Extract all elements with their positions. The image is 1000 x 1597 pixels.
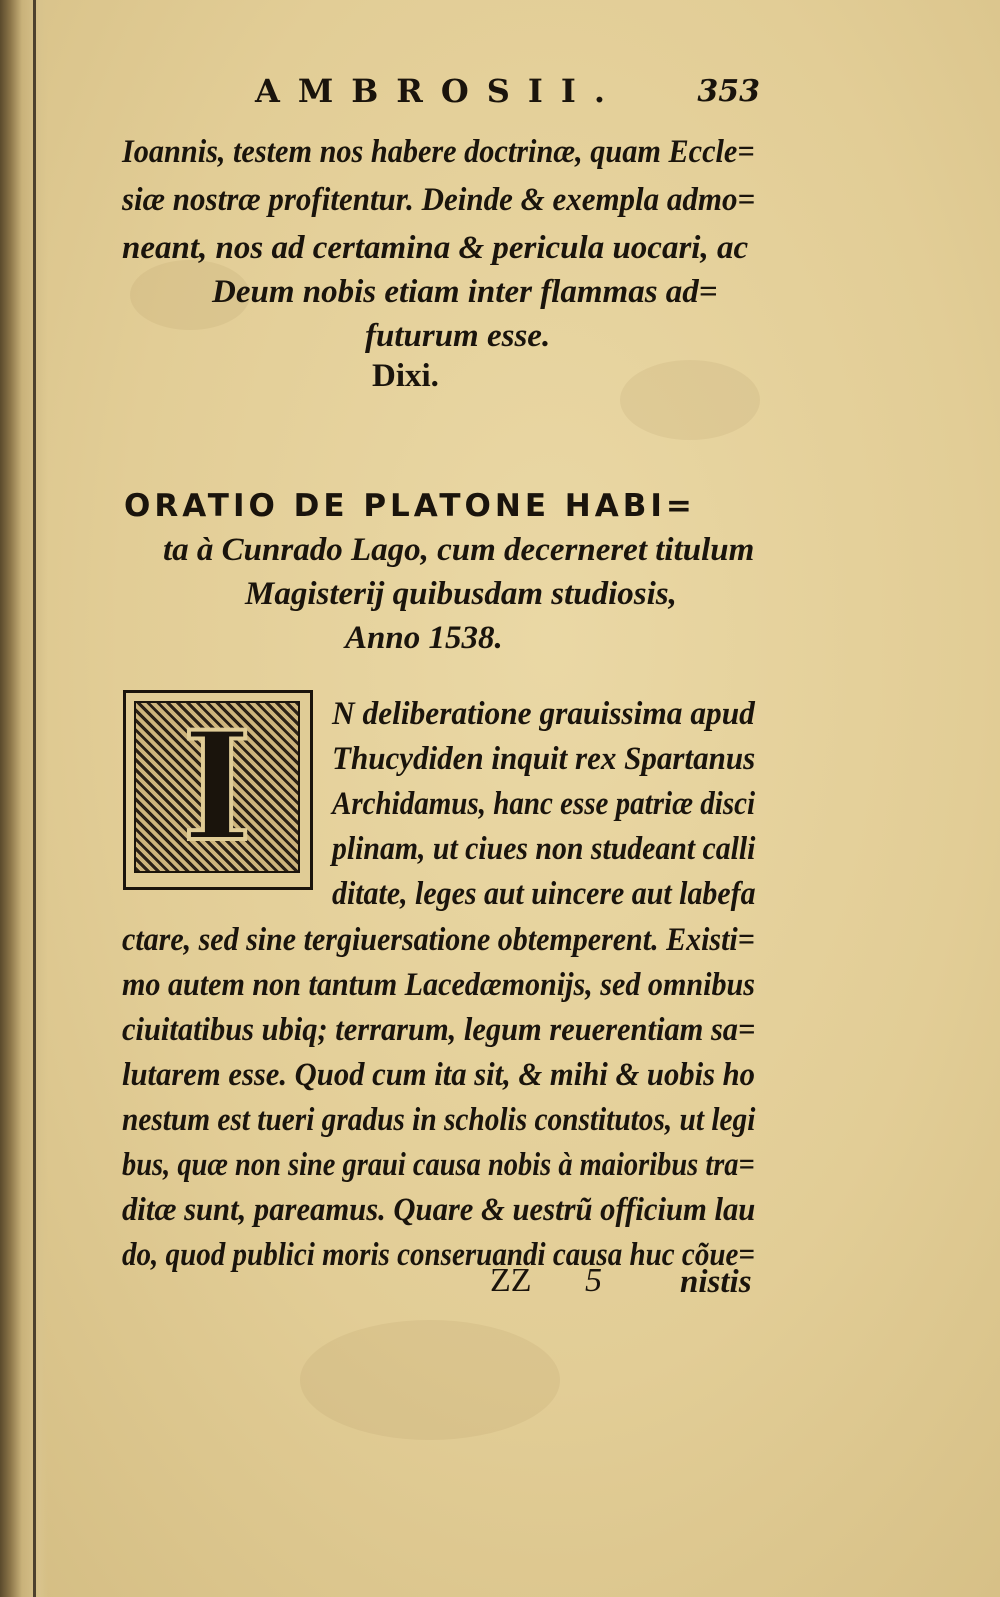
signature-mark: ZZ: [490, 1262, 532, 1299]
body-line: ctare, sed sine tergiuersatione obtemperent. Existi=: [122, 922, 755, 958]
heading-line: ta à Cunrado Lago, cum decerneret titulum: [163, 532, 755, 568]
gutter-edge-line: [33, 0, 36, 1597]
body-line: nestum est tueri gradus in scholis constitutos, ut legi: [122, 1102, 756, 1138]
running-head: [200, 72, 760, 116]
binding-gutter: [0, 0, 48, 1597]
catchword: nistis: [680, 1264, 752, 1300]
text-line: futurum esse.: [365, 318, 551, 354]
decorated-initial: [123, 690, 313, 890]
text-line: Deum nobis etiam inter flammas ad=: [212, 274, 718, 310]
oration-heading: ORATIO DE PLATONE HABI=: [124, 488, 696, 524]
text-line: siæ nostræ profitentur. Deinde & exempla admo=: [122, 182, 756, 218]
running-head-title: AMBROSII.: [255, 72, 623, 110]
body-line: bus, quæ non sine graui causa nobis à maioribus tra=: [122, 1147, 755, 1183]
paper-stain: [620, 360, 760, 440]
body-line: mo autem non tantum Lacedæmonijs, sed omnibus: [122, 967, 755, 1003]
page-number: 353: [697, 74, 760, 109]
initial-letter: I: [181, 699, 253, 875]
body-line: ciuitatibus ubiq; terrarum, legum reuerentiam sa=: [122, 1012, 756, 1048]
body-line: ditate, leges aut uincere aut labefa: [332, 876, 756, 912]
body-line: lutarem esse. Quod cum ita sit, & mihi & uobis ho: [122, 1057, 755, 1093]
body-line: N deliberatione grauissima apud: [332, 696, 755, 732]
signature-number: 5: [585, 1262, 602, 1299]
body-line: do, quod publici moris conseruandi causa huc cõue=: [122, 1237, 755, 1273]
text-line: neant, nos ad certamina & pericula uocari, ac: [122, 230, 749, 266]
body-line: Thucydiden inquit rex Spartanus: [332, 741, 756, 777]
initial-rule: [123, 887, 307, 890]
heading-line: Magisterij quibusdam studiosis,: [245, 576, 677, 612]
paper-stain: [300, 1320, 560, 1440]
initial-ornament: [134, 701, 300, 873]
heading-date: Anno 1538.: [345, 620, 503, 656]
text-line: Ioannis, testem nos habere doctrinæ, quam Eccle=: [122, 134, 755, 170]
body-line: Archidamus, hanc esse patriæ disci: [332, 786, 756, 822]
dixi-line: Dixi.: [372, 358, 439, 394]
body-line: plinam, ut ciues non studeant calli: [332, 831, 756, 867]
body-line: ditæ sunt, pareamus. Quare & uestrũ officium lau: [122, 1192, 756, 1228]
